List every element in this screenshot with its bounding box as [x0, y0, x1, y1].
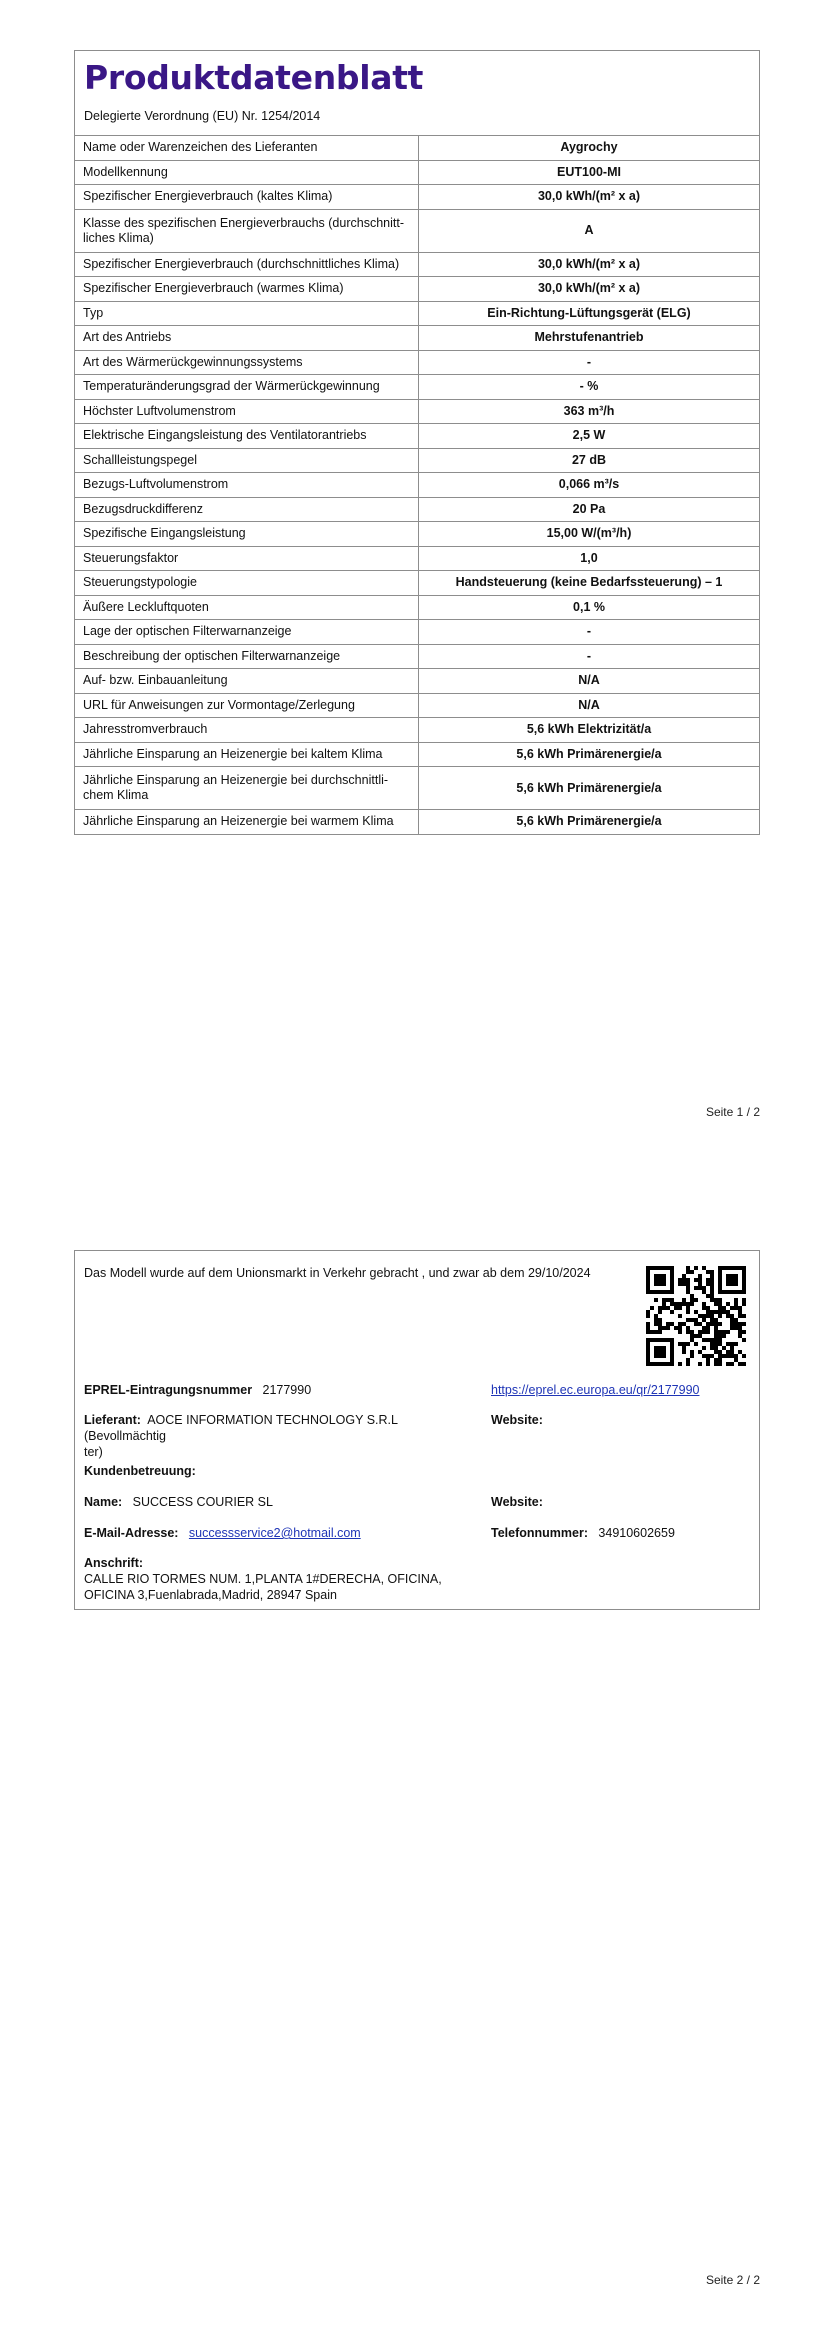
spec-row — [75, 718, 759, 743]
eprel-link[interactable]: https://eprel.ec.europa.eu/qr/2177990 — [491, 1383, 700, 1397]
spec-row — [75, 767, 759, 810]
spec-label: Klasse des spezifischen Energieverbrauchs (durchschnitt-liches Klima) — [75, 209, 419, 252]
name-label: Name: — [84, 1495, 123, 1509]
spec-row — [75, 448, 759, 473]
spec-row — [75, 350, 759, 375]
eprel-number: 2177990 — [262, 1383, 312, 1397]
spec-row — [75, 669, 759, 694]
customer-service-label: Kundenbetreuung: — [84, 1464, 196, 1478]
spec-value: N/A — [419, 693, 760, 718]
spec-row — [75, 160, 759, 185]
spec-value: 363 m³/h — [419, 399, 760, 424]
spec-value: - — [419, 620, 760, 645]
page-title: Produktdatenblatt — [84, 58, 424, 97]
spec-row — [75, 810, 759, 834]
spec-label: Spezifischer Energieverbrauch (warmes Klima) — [75, 277, 419, 302]
spec-row — [75, 644, 759, 669]
spec-value: 5,6 kWh Elektrizität/a — [419, 718, 760, 743]
spec-value: 1,0 — [419, 546, 760, 571]
spec-row — [75, 136, 759, 160]
spec-row — [75, 399, 759, 424]
spec-label: Name oder Warenzeichen des Lieferanten — [75, 136, 419, 160]
phone-label: Telefonnummer: — [491, 1526, 588, 1540]
spec-label: Art des Antriebs — [75, 326, 419, 351]
spec-label: Jahresstromverbrauch — [75, 718, 419, 743]
spec-label: Jährliche Einsparung an Heizenergie bei kaltem Klima — [75, 742, 419, 767]
spec-row — [75, 742, 759, 767]
name-value: SUCCESS COURIER SL — [132, 1495, 273, 1509]
address-block — [84, 1555, 442, 1603]
spec-row — [75, 301, 759, 326]
spec-value: EUT100-MI — [419, 160, 760, 185]
supplier-row — [84, 1412, 474, 1460]
spec-label: Bezugsdruckdifferenz — [75, 497, 419, 522]
spec-value: 5,6 kWh Primärenergie/a — [419, 810, 760, 834]
eprel-info-box — [74, 1250, 760, 1610]
email-label: E-Mail-Adresse: — [84, 1526, 179, 1540]
spec-row — [75, 277, 759, 302]
spec-value: 5,6 kWh Primärenergie/a — [419, 767, 760, 810]
spec-table — [75, 136, 759, 834]
spec-row — [75, 546, 759, 571]
qr-code[interactable] — [646, 1266, 746, 1366]
eprel-label: EPREL-Eintragungsnummer — [84, 1383, 253, 1397]
spec-value: Ein-Richtung-Lüftungsgerät (ELG) — [419, 301, 760, 326]
email-row — [84, 1525, 361, 1541]
spec-row — [75, 185, 759, 210]
spec-label: Lage der optischen Filterwarnanzeige — [75, 620, 419, 645]
spec-label: URL für Anweisungen zur Vormontage/Zerlegung — [75, 693, 419, 718]
spec-label: Temperaturänderungsgrad der Wärmerückgewinnung — [75, 375, 419, 400]
spec-label: Modellkennung — [75, 160, 419, 185]
market-placement-text: Das Modell wurde auf dem Unionsmarkt in Verkehr gebracht , und zwar ab dem 29/10/2024 — [84, 1266, 591, 1280]
supplier-website-label: Website: — [491, 1413, 543, 1427]
spec-value: A — [419, 209, 760, 252]
spec-row — [75, 209, 759, 252]
spec-label: Bezugs-Luftvolumenstrom — [75, 473, 419, 498]
spec-value: 20 Pa — [419, 497, 760, 522]
spec-value: 27 dB — [419, 448, 760, 473]
spec-value: 0,1 % — [419, 595, 760, 620]
spec-label: Spezifischer Energieverbrauch (durchschnittliches Klima) — [75, 252, 419, 277]
address-line2: OFICINA 3,Fuenlabrada,Madrid, 28947 Spain — [84, 1588, 337, 1602]
spec-row — [75, 252, 759, 277]
spec-label: Auf- bzw. Einbauanleitung — [75, 669, 419, 694]
spec-row — [75, 693, 759, 718]
spec-label: Äußere Leckluftquoten — [75, 595, 419, 620]
supplier-name-line1: AOCE INFORMATION TECHNOLOGY S.R.L (Bevollmächtig — [84, 1413, 398, 1443]
page-2 — [0, 1170, 827, 2339]
spec-label: Höchster Luftvolumenstrom — [75, 399, 419, 424]
supplier-name-line2: ter) — [84, 1445, 103, 1459]
address-label: Anschrift: — [84, 1556, 144, 1570]
spec-value: 0,066 m³/s — [419, 473, 760, 498]
spec-value: Handsteuerung (keine Bedarfssteuerung) – 1 — [419, 571, 760, 596]
spec-value: 30,0 kWh/(m² x a) — [419, 252, 760, 277]
spec-label: Steuerungsfaktor — [75, 546, 419, 571]
title-block — [75, 51, 759, 136]
spec-label: Beschreibung der optischen Filterwarnanzeige — [75, 644, 419, 669]
spec-value: 2,5 W — [419, 424, 760, 449]
spec-label: Spezifische Eingangsleistung — [75, 522, 419, 547]
phone-value: 34910602659 — [598, 1526, 675, 1540]
spec-value: 30,0 kWh/(m² x a) — [419, 185, 760, 210]
spec-value: Aygrochy — [560, 140, 618, 155]
product-data-sheet — [74, 50, 760, 835]
spec-label: Elektrische Eingangsleistung des Ventilatorantriebs — [75, 424, 419, 449]
address-line1: CALLE RIO TORMES NUM. 1,PLANTA 1#DERECHA, OFICINA, — [84, 1572, 442, 1586]
supplier-label: Lieferant: — [84, 1413, 141, 1427]
spec-value: 30,0 kWh/(m² x a) — [419, 277, 760, 302]
spec-value: - — [419, 644, 760, 669]
page-number: Seite 2 / 2 — [705, 2273, 760, 2287]
spec-row — [75, 595, 759, 620]
spec-row — [75, 375, 759, 400]
spec-label: Spezifischer Energieverbrauch (kaltes Klima) — [75, 185, 419, 210]
spec-value: - — [419, 350, 760, 375]
spec-row — [75, 326, 759, 351]
spec-row — [75, 571, 759, 596]
eprel-row — [84, 1382, 311, 1398]
spec-row — [75, 473, 759, 498]
spec-label: Jährliche Einsparung an Heizenergie bei durchschnittli-chem Klima — [75, 767, 419, 810]
page-number: Seite 1 / 2 — [705, 1105, 760, 1119]
spec-value: Mehrstufenantrieb — [419, 326, 760, 351]
spec-row — [75, 497, 759, 522]
spec-value: N/A — [419, 669, 760, 694]
spec-label: Schallleistungspegel — [75, 448, 419, 473]
spec-row — [75, 620, 759, 645]
spec-label: Jährliche Einsparung an Heizenergie bei warmem Klima — [75, 810, 419, 834]
spec-row — [75, 424, 759, 449]
service-website-label: Website: — [491, 1495, 543, 1509]
email-link[interactable]: successservice2@hotmail.com — [188, 1526, 361, 1540]
spec-label: Steuerungstypologie — [75, 571, 419, 596]
spec-label: Typ — [75, 301, 419, 326]
spec-value: - % — [419, 375, 760, 400]
spec-row — [75, 522, 759, 547]
spec-label: Art des Wärmerückgewinnungssystems — [75, 350, 419, 375]
spec-value: 15,00 W/(m³/h) — [419, 522, 760, 547]
spec-value: 5,6 kWh Primärenergie/a — [419, 742, 760, 767]
regulation-subtitle: Delegierte Verordnung (EU) Nr. 1254/2014 — [84, 109, 321, 123]
name-row — [84, 1494, 273, 1510]
phone-row — [491, 1525, 675, 1541]
